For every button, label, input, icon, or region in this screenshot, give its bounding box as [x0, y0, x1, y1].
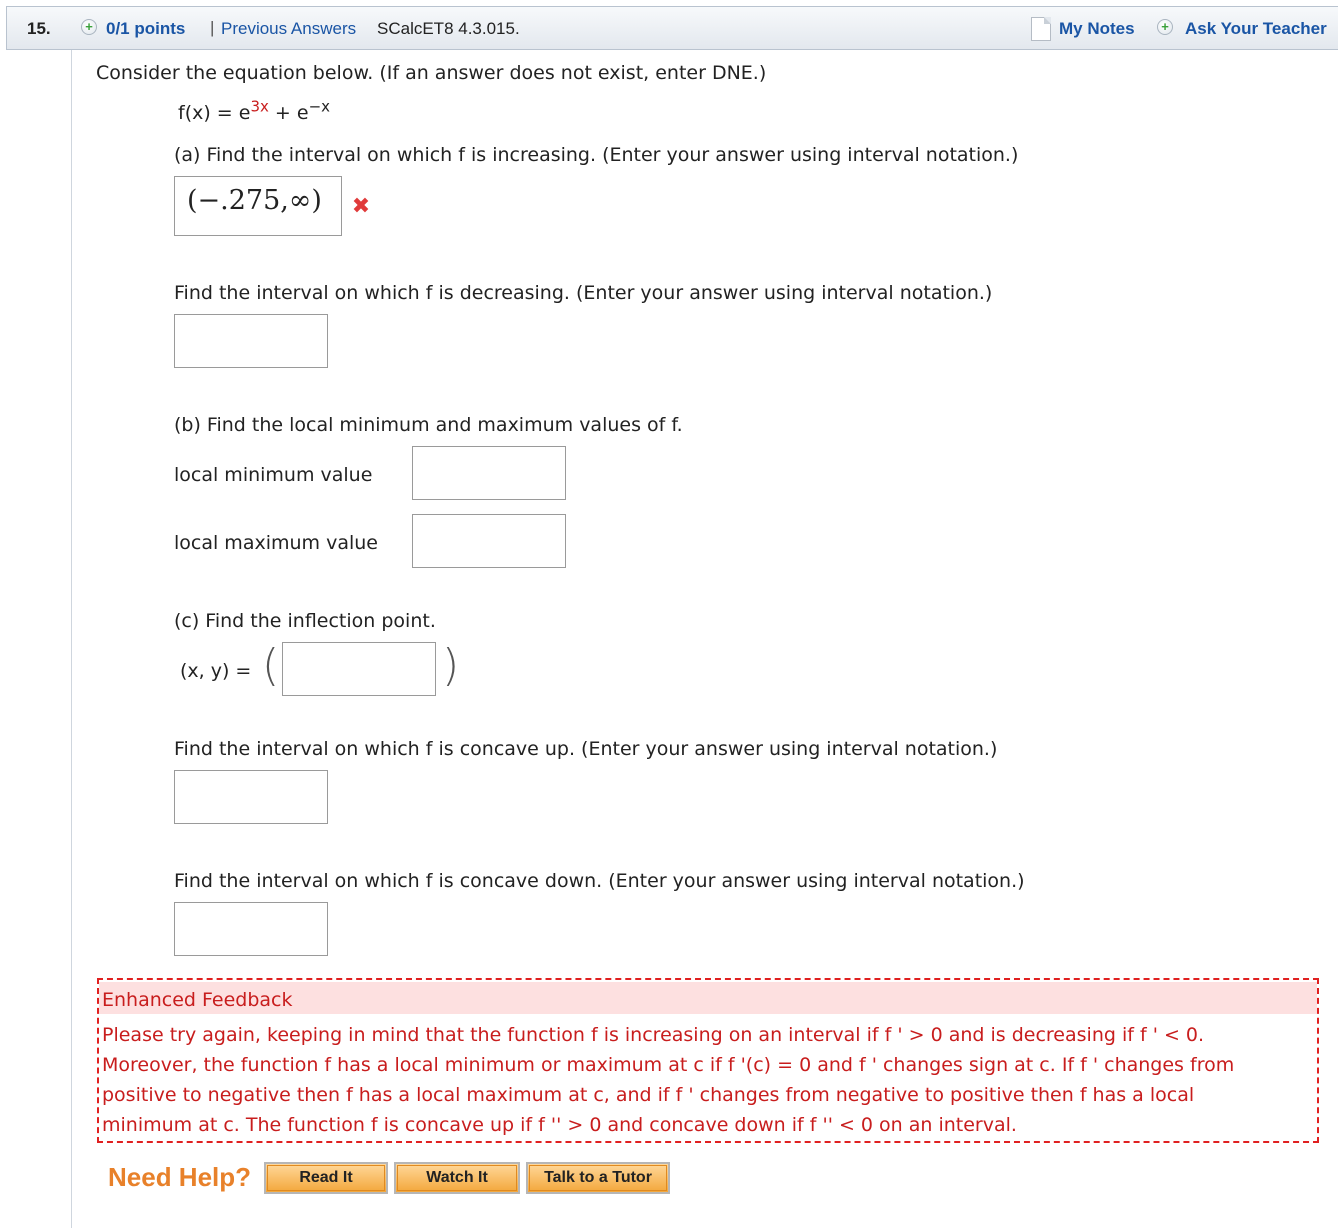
question-number: 15.	[27, 19, 51, 38]
problem-intro: Consider the equation below. (If an answer does not exist, enter DNE.)	[96, 62, 767, 84]
function-lhs: f(x) = e	[178, 102, 251, 124]
notes-icon[interactable]	[1031, 17, 1051, 41]
close-paren: )	[442, 640, 460, 691]
feedback-line: Please try again, keeping in mind that the function f is increasing on an interval if f ' > 0 and is decreasing if f ' < 0.	[102, 1024, 1205, 1046]
xy-label: (x, y) =	[180, 660, 252, 682]
concave-down-prompt: Find the interval on which f is concave down. (Enter your answer using interval notation.)	[174, 870, 1025, 892]
function-plus: + e	[268, 102, 309, 124]
feedback-line: positive to negative then f has a local maximum at c, and if f ' changes from negative to positive then f has a local	[102, 1084, 1195, 1106]
exponent-1: 3x	[250, 97, 269, 116]
expand-plus-icon[interactable]: +	[81, 19, 97, 35]
read-it-button[interactable]: Read It	[264, 1162, 388, 1194]
previous-answers-link[interactable]: Previous Answers	[221, 19, 357, 38]
local-min-label: local minimum value	[174, 464, 373, 486]
concave-up-prompt: Find the interval on which f is concave up. (Enter your answer using interval notation.)	[174, 738, 998, 760]
left-divider	[71, 50, 72, 1228]
decreasing-answer-field[interactable]	[174, 314, 328, 368]
function-definition	[178, 97, 331, 124]
watch-it-button[interactable]: Watch It	[394, 1162, 520, 1194]
feedback-title: Enhanced Feedback	[99, 982, 1317, 1014]
need-help-label: Need Help?	[108, 1162, 252, 1192]
ask-teacher-link[interactable]: Ask Your Teacher	[1185, 19, 1327, 38]
local-max-field[interactable]	[412, 514, 566, 568]
local-max-label: local maximum value	[174, 532, 378, 554]
source-code: SCalcET8 4.3.015.	[377, 19, 520, 38]
feedback-line: minimum at c. The function f is concave up if f '' > 0 and concave down if f '' < 0 on an interval.	[102, 1114, 1017, 1136]
open-paren: (	[262, 640, 280, 691]
decreasing-prompt: Find the interval on which f is decreasing. (Enter your answer using interval notation.)	[174, 282, 993, 304]
local-min-field[interactable]	[412, 446, 566, 500]
concave-up-field[interactable]	[174, 770, 328, 824]
enhanced-feedback-box	[97, 978, 1319, 1143]
concave-down-field[interactable]	[174, 902, 328, 956]
points-link[interactable]: 0/1 points	[106, 19, 186, 38]
inflection-prompt: (c) Find the inflection point.	[174, 610, 436, 632]
header-separator: |	[210, 18, 215, 37]
feedback-line: Moreover, the function f has a local minimum or maximum at c if f '(c) = 0 and f ' changes sign at c. If f ' changes from	[102, 1054, 1235, 1076]
ask-plus-icon[interactable]: +	[1157, 19, 1173, 35]
increasing-prompt: (a) Find the interval on which f is increasing. (Enter your answer using interval notation.)	[174, 144, 1019, 166]
increasing-answer-field[interactable]: (−.275,∞)	[174, 176, 342, 236]
talk-to-tutor-button[interactable]: Talk to a Tutor	[526, 1162, 670, 1194]
exponent-2: −x	[308, 97, 331, 116]
question-header	[6, 6, 1338, 50]
extrema-prompt: (b) Find the local minimum and maximum values of f.	[174, 414, 683, 436]
incorrect-icon: ✖	[351, 194, 371, 219]
inflection-point-field[interactable]	[282, 642, 436, 696]
my-notes-link[interactable]: My Notes	[1059, 19, 1135, 38]
